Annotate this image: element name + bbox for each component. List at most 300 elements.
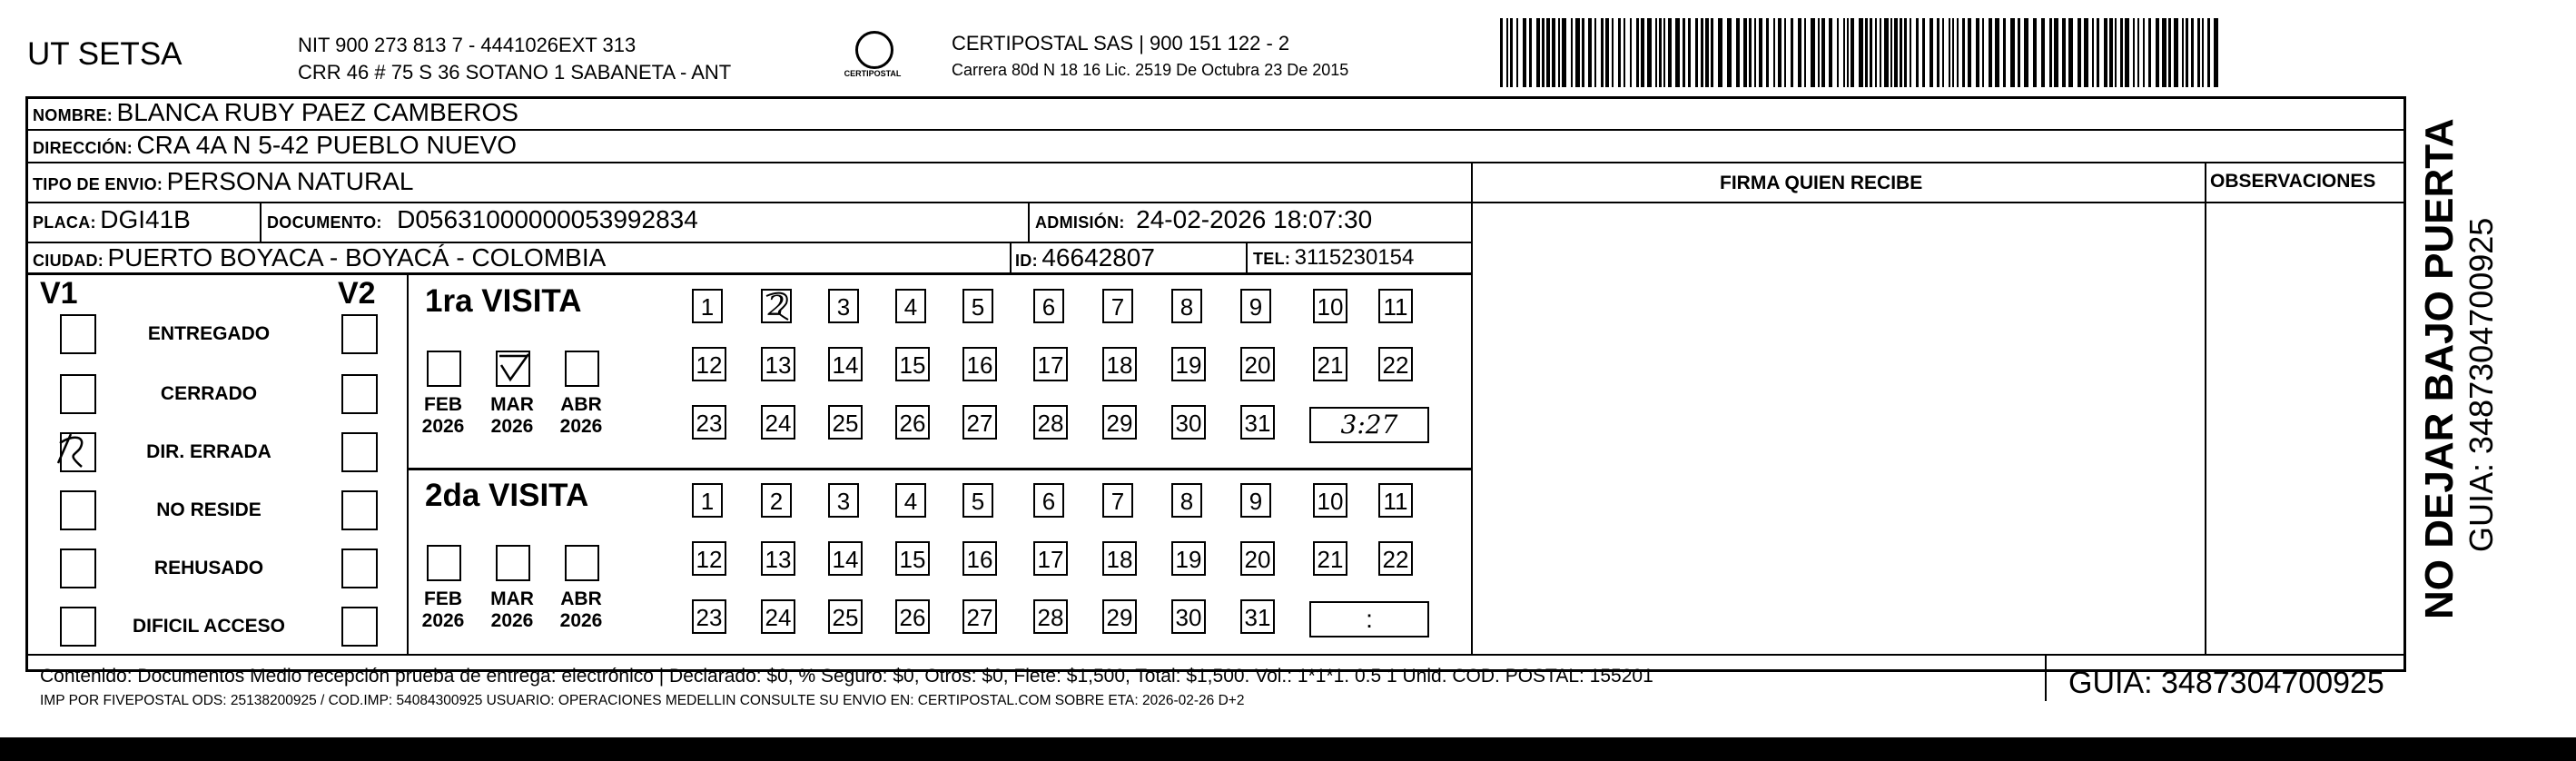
day-box[interactable] xyxy=(1378,541,1413,576)
barcode-bar xyxy=(1900,18,1902,87)
barcode-bar xyxy=(1859,18,1863,87)
day-box[interactable] xyxy=(1033,289,1064,323)
barcode-bar xyxy=(2168,18,2171,87)
barcode-bar xyxy=(1890,18,1892,87)
barcode-bar xyxy=(1701,18,1703,87)
barcode-bar xyxy=(2049,18,2052,87)
day-number: 18 xyxy=(1106,351,1133,379)
barcode-bar xyxy=(1675,18,1680,87)
day-number: 4 xyxy=(903,293,918,321)
month-name: FEB xyxy=(424,394,462,415)
v1-checkbox[interactable] xyxy=(60,549,96,588)
barcode-bar xyxy=(1804,18,1806,87)
id-label: ID: xyxy=(1015,252,1038,270)
barcode-bar xyxy=(1552,18,1555,87)
check-mark-icon xyxy=(496,351,530,387)
month-checkbox[interactable] xyxy=(427,351,461,387)
day-number: 18 xyxy=(1106,546,1133,573)
v2-header: V2 xyxy=(338,276,376,311)
status-label: NO RESIDE xyxy=(156,499,262,520)
col-divider xyxy=(2205,162,2206,654)
tipo-row xyxy=(33,167,413,196)
barcode-bar xyxy=(1647,18,1652,87)
barcode-bar xyxy=(2054,18,2058,87)
barcode-bar xyxy=(2109,18,2113,87)
barcode-bar xyxy=(2068,18,2073,87)
barcode-bar xyxy=(1601,18,1604,87)
day-number: 24 xyxy=(765,410,792,437)
barcode-bar xyxy=(1791,18,1793,87)
day-box[interactable] xyxy=(895,483,926,518)
barcode-bar xyxy=(1655,18,1657,87)
day-box[interactable] xyxy=(692,289,723,323)
certipostal-info xyxy=(952,32,1348,80)
barcode-bar xyxy=(1542,18,1545,87)
day-box[interactable] xyxy=(1171,289,1202,323)
day-number: 10 xyxy=(1317,293,1344,321)
barcode-bar xyxy=(1506,18,1508,87)
barcode-bar xyxy=(2078,18,2081,87)
month-label xyxy=(416,394,470,438)
day-number: 2 xyxy=(769,488,784,515)
barcode-bar xyxy=(2191,18,2194,87)
day-number: 19 xyxy=(1175,546,1202,573)
day-number: 21 xyxy=(1317,351,1344,379)
row-divider xyxy=(25,272,1471,275)
day-box[interactable] xyxy=(828,289,859,323)
barcode-bar xyxy=(1588,18,1592,87)
nombre-value: BLANCA RUBY PAEZ CAMBEROS xyxy=(116,98,518,126)
day-box[interactable] xyxy=(761,599,795,634)
placa-row xyxy=(33,205,191,234)
barcode-bar xyxy=(1962,18,1965,87)
day-number: 5 xyxy=(971,293,985,321)
day-box[interactable] xyxy=(1240,599,1275,634)
certipostal-nit: CERTIPOSTAL SAS | 900 151 122 - 2 xyxy=(952,32,1290,54)
day-box[interactable] xyxy=(1102,541,1137,576)
barcode-bar xyxy=(1558,18,1560,87)
barcode-bar xyxy=(1575,18,1580,87)
row-divider xyxy=(25,202,1471,203)
barcode-bar xyxy=(1930,18,1933,87)
barcode-bar xyxy=(1829,18,1832,87)
day-box[interactable] xyxy=(1033,483,1064,518)
day-number: 21 xyxy=(1317,546,1344,573)
month-name: MAR xyxy=(490,394,534,415)
month-checkbox[interactable] xyxy=(496,351,530,387)
day-box[interactable] xyxy=(692,405,726,440)
barcode-bar xyxy=(2120,18,2123,87)
row-divider xyxy=(25,162,2406,163)
day-box[interactable] xyxy=(1102,599,1137,634)
barcode-bar xyxy=(1536,18,1540,87)
visit-title: 1ra VISITA xyxy=(425,283,582,319)
v1-checkbox[interactable] xyxy=(60,490,96,530)
barcode-bar xyxy=(1884,18,1889,87)
day-number: 17 xyxy=(1037,351,1064,379)
month-label xyxy=(485,394,539,438)
certipostal-license: Carrera 80d N 18 16 Lic. 2519 De Octubra 23 De 2015 xyxy=(952,61,1349,79)
day-number: 30 xyxy=(1175,410,1202,437)
barcode-bar xyxy=(2214,18,2218,87)
month-name: MAR xyxy=(490,588,534,609)
barcode-bar xyxy=(1949,18,1950,87)
day-box[interactable] xyxy=(962,405,997,440)
day-number: 11 xyxy=(1383,293,1408,321)
documento-label: DOCUMENTO: xyxy=(267,213,382,232)
barcode-bar xyxy=(2084,18,2088,87)
barcode-bar xyxy=(1695,18,1698,87)
day-number: 16 xyxy=(966,546,993,573)
day-number: 1 xyxy=(700,293,715,321)
day-number: 5 xyxy=(971,488,985,515)
month-label xyxy=(416,588,470,632)
month-year: 2026 xyxy=(490,610,534,631)
day-box[interactable] xyxy=(1171,405,1206,440)
day-box[interactable] xyxy=(1033,599,1068,634)
placa-value: DGI41B xyxy=(100,205,191,233)
barcode-bar xyxy=(1759,18,1762,87)
day-number: 20 xyxy=(1244,351,1271,379)
day-box[interactable] xyxy=(1313,541,1347,576)
day-box[interactable] xyxy=(1378,347,1413,381)
no-dejar-notice: NO DEJAR BAJO PUERTA xyxy=(2417,118,2462,619)
barcode-bar xyxy=(1636,18,1639,87)
tipo-value: PERSONA NATURAL xyxy=(166,167,414,195)
tipo-label: TIPO DE ENVIO: xyxy=(33,175,163,193)
barcode-bar xyxy=(1562,18,1566,87)
barcode-bar xyxy=(1982,18,1984,87)
guia-number: GUIA: 3487304700925 xyxy=(2068,666,2384,700)
v2-checkbox[interactable] xyxy=(341,607,378,647)
day-box[interactable] xyxy=(1313,289,1347,323)
hour-box[interactable]: : xyxy=(1309,601,1429,637)
check-mark-icon xyxy=(51,427,105,472)
day-box[interactable] xyxy=(962,347,997,381)
day-box[interactable] xyxy=(1240,289,1271,323)
month-name: ABR xyxy=(560,394,602,415)
day-box[interactable] xyxy=(761,483,792,518)
v2-checkbox[interactable] xyxy=(341,490,378,530)
cell-divider xyxy=(1246,242,1248,272)
barcode-bar xyxy=(2202,18,2204,87)
barcode-bar xyxy=(2133,18,2135,87)
signature-header-line xyxy=(1471,202,2406,203)
barcode-bar xyxy=(2024,18,2028,87)
v1-checkbox[interactable] xyxy=(60,374,96,414)
scribble-icon xyxy=(761,289,797,325)
barcode-bar xyxy=(1516,18,1518,87)
hour-box[interactable]: 3:27 xyxy=(1309,407,1429,443)
barcode-bar xyxy=(1727,18,1732,87)
month-year: 2026 xyxy=(490,416,534,437)
month-checkbox[interactable] xyxy=(427,545,461,581)
address-line: CRR 46 # 75 S 36 SOTANO 1 SABANETA - ANT xyxy=(298,61,732,84)
day-box[interactable] xyxy=(761,289,792,323)
day-number: 9 xyxy=(1249,488,1263,515)
documento-row xyxy=(267,205,698,234)
barcode-bar xyxy=(1870,18,1872,87)
barcode-bar xyxy=(2197,18,2200,87)
day-box[interactable] xyxy=(692,541,726,576)
day-box[interactable] xyxy=(1378,483,1413,518)
barcode-bar xyxy=(1773,18,1775,87)
barcode-bar xyxy=(1798,18,1801,87)
barcode-bar xyxy=(2104,18,2107,87)
certipostal-logo xyxy=(834,31,912,85)
day-box[interactable] xyxy=(828,541,863,576)
barcode-bar xyxy=(1612,18,1614,87)
day-box[interactable] xyxy=(895,599,930,634)
barcode-bar xyxy=(1510,18,1513,87)
contents-line: Contenido: Documentos Medio recepción prueba de entrega: electrónico | Declarado: $0, % Seguro: $0, Otros: $0, Flete: $1,500, Total: $1,500. Vol.: 1*1*1. 0.5 1 Unid. COD. POSTAL: 155201 xyxy=(40,666,1653,687)
month-name: ABR xyxy=(560,588,602,609)
barcode-bar xyxy=(1668,18,1672,87)
day-box[interactable] xyxy=(1033,347,1068,381)
barcode-bar xyxy=(1837,18,1839,87)
day-number: 8 xyxy=(1179,488,1194,515)
barcode-bar xyxy=(1630,18,1632,87)
day-number: 7 xyxy=(1110,293,1125,321)
day-box[interactable] xyxy=(1240,541,1275,576)
month-checkbox[interactable] xyxy=(565,545,599,581)
barcode-bar xyxy=(1571,18,1573,87)
day-box[interactable] xyxy=(962,483,993,518)
day-box[interactable] xyxy=(1313,347,1347,381)
cell-divider xyxy=(260,202,262,242)
barcode-bar xyxy=(1688,18,1691,87)
cell-divider xyxy=(2045,654,2047,701)
barcode-bar xyxy=(2062,18,2066,87)
barcode-bar xyxy=(1904,18,1907,87)
day-number: 22 xyxy=(1382,546,1409,573)
day-number: 27 xyxy=(966,604,993,631)
day-number: 13 xyxy=(765,351,792,379)
logo-circle-icon xyxy=(855,31,893,69)
company-name: UT SETSA xyxy=(27,36,183,72)
day-box[interactable] xyxy=(962,289,993,323)
barcode-bar xyxy=(1880,18,1881,87)
day-number: 1 xyxy=(700,488,715,515)
col-divider xyxy=(1471,162,1473,654)
logo-text: CERTIPOSTAL xyxy=(844,69,902,78)
day-number: 26 xyxy=(899,410,926,437)
v1-checkbox[interactable] xyxy=(60,314,96,354)
barcode-bar xyxy=(1989,18,1992,87)
day-box[interactable] xyxy=(692,599,726,634)
side-guia: GUIA: 3487304700925 xyxy=(2462,217,2500,552)
day-number: 28 xyxy=(1037,410,1064,437)
day-number: 11 xyxy=(1383,488,1408,515)
day-box[interactable] xyxy=(1102,289,1133,323)
day-number: 29 xyxy=(1106,604,1133,631)
day-box[interactable] xyxy=(895,289,926,323)
day-box[interactable] xyxy=(828,483,859,518)
day-number: 16 xyxy=(966,351,993,379)
barcode-bar xyxy=(2115,18,2117,87)
day-number: 15 xyxy=(899,351,926,379)
status-label: REHUSADO xyxy=(153,558,264,578)
day-number: 25 xyxy=(832,604,859,631)
barcode-bar xyxy=(2148,18,2151,87)
barcode-bar xyxy=(2182,18,2184,87)
day-box[interactable] xyxy=(1378,289,1413,323)
barcode-bar xyxy=(1865,18,1868,87)
v2-checkbox[interactable] xyxy=(341,314,378,354)
day-box[interactable] xyxy=(1102,405,1137,440)
day-box[interactable] xyxy=(761,347,795,381)
day-box[interactable] xyxy=(1171,483,1202,518)
month-year: 2026 xyxy=(559,416,603,437)
barcode-bar xyxy=(1618,18,1621,87)
status-label: DIFICIL ACCESO xyxy=(132,616,285,637)
col-divider xyxy=(407,272,409,654)
barcode-bar xyxy=(1910,18,1911,87)
v2-checkbox[interactable] xyxy=(341,432,378,472)
v1-checkbox[interactable] xyxy=(60,432,96,472)
month-checkbox[interactable] xyxy=(565,351,599,387)
barcode-bar xyxy=(1718,18,1722,87)
day-box[interactable] xyxy=(962,541,997,576)
day-number: 23 xyxy=(696,604,723,631)
day-box[interactable] xyxy=(1102,347,1137,381)
barcode-bar xyxy=(1875,18,1877,87)
day-number: 28 xyxy=(1037,604,1064,631)
day-number: 3 xyxy=(836,488,851,515)
day-number: 3 xyxy=(836,293,851,321)
status-label: DIR. ERRADA xyxy=(146,441,271,462)
day-number: 6 xyxy=(1041,293,1056,321)
barcode-bar xyxy=(1818,18,1820,87)
barcode-bar xyxy=(2092,18,2094,87)
ciudad-value: PUERTO BOYACA - BOYACÁ - COLOMBIA xyxy=(107,243,607,272)
barcode-bar xyxy=(2018,18,2020,87)
day-box[interactable] xyxy=(761,541,795,576)
nit-line: NIT 900 273 813 7 - 4441026EXT 313 xyxy=(298,34,637,56)
barcode-bar xyxy=(1711,18,1713,87)
barcode-icon xyxy=(1500,18,2223,87)
day-box[interactable] xyxy=(1171,347,1206,381)
tel-row xyxy=(1253,245,1414,271)
barcode-bar xyxy=(1659,18,1662,87)
day-box[interactable] xyxy=(1171,541,1206,576)
day-box[interactable] xyxy=(1033,405,1068,440)
day-number: 20 xyxy=(1244,546,1271,573)
barcode-bar xyxy=(1754,18,1756,87)
footer-divider xyxy=(25,654,2406,656)
day-box[interactable] xyxy=(828,599,863,634)
v2-checkbox[interactable] xyxy=(341,549,378,588)
day-box[interactable] xyxy=(1240,405,1275,440)
barcode-bar xyxy=(1968,18,1971,87)
barcode-bar xyxy=(1784,18,1786,87)
day-box[interactable] xyxy=(895,405,930,440)
barcode-bar xyxy=(1766,18,1769,87)
day-box[interactable] xyxy=(1313,483,1347,518)
barcode-bar xyxy=(2010,18,2015,87)
day-box[interactable] xyxy=(1171,599,1206,634)
day-box[interactable] xyxy=(692,483,723,518)
admision-value: 24-02-2026 18:07:30 xyxy=(1136,205,1373,233)
day-number: 12 xyxy=(696,546,723,573)
day-box[interactable] xyxy=(1240,483,1271,518)
barcode-bar xyxy=(1500,18,1503,87)
v1-checkbox[interactable] xyxy=(60,607,96,647)
v2-checkbox[interactable] xyxy=(341,374,378,414)
day-box[interactable] xyxy=(828,405,863,440)
barcode-bar xyxy=(2003,18,2006,87)
day-box[interactable] xyxy=(1102,483,1133,518)
day-number: 19 xyxy=(1175,351,1202,379)
day-box[interactable] xyxy=(895,347,930,381)
day-box[interactable] xyxy=(1240,347,1275,381)
day-number: 25 xyxy=(832,410,859,437)
cell-divider xyxy=(1010,242,1012,272)
day-box[interactable] xyxy=(1033,541,1068,576)
barcode-bar xyxy=(1705,18,1709,87)
barcode-bar xyxy=(1851,18,1854,87)
admision-label: ADMISIÓN: xyxy=(1035,213,1125,232)
day-number: 17 xyxy=(1037,546,1064,573)
day-number: 31 xyxy=(1244,410,1271,437)
day-box[interactable] xyxy=(962,599,997,634)
day-number: 2 xyxy=(767,291,785,322)
barcode-bar xyxy=(1605,18,1609,87)
barcode-bar xyxy=(2125,18,2129,87)
barcode-bar xyxy=(1523,18,1526,87)
barcode-bar xyxy=(2174,18,2178,87)
barcode-bar xyxy=(2041,18,2045,87)
day-number: 13 xyxy=(765,546,792,573)
day-box[interactable] xyxy=(895,541,930,576)
placa-label: PLACA: xyxy=(33,213,96,232)
barcode-bar xyxy=(2033,18,2037,87)
barcode-bar xyxy=(1843,18,1845,87)
day-box[interactable] xyxy=(761,405,795,440)
cell-divider xyxy=(1028,202,1030,242)
barcode-bar xyxy=(2186,18,2188,87)
ciudad-row xyxy=(33,243,606,272)
print-info-line: IMP POR FIVEPOSTAL ODS: 25138200925 / COD.IMP: 54084300925 USUARIO: OPERACIONES MEDELLIN CONSULTE SU ENVIO EN: CERTIPOSTAL.COM SOBRE ETA: 2026-02-26 D+2 xyxy=(40,693,1245,708)
id-row xyxy=(1015,243,1155,272)
day-box[interactable] xyxy=(828,347,863,381)
month-year: 2026 xyxy=(559,610,603,631)
barcode-bar xyxy=(1582,18,1584,87)
month-checkbox[interactable] xyxy=(496,545,530,581)
bottom-edge xyxy=(0,737,2576,761)
documento-value: D05631000000053992834 xyxy=(397,205,698,233)
day-number: 14 xyxy=(832,546,859,573)
barcode-bar xyxy=(1736,18,1740,87)
month-name: FEB xyxy=(424,588,462,609)
barcode-bar xyxy=(1778,18,1781,87)
barcode-bar xyxy=(1916,18,1919,87)
status-label: ENTREGADO xyxy=(147,323,271,344)
direccion-row xyxy=(33,131,517,160)
visit-title: 2da VISITA xyxy=(425,478,589,513)
barcode-bar xyxy=(1749,18,1752,87)
barcode-bar xyxy=(1942,18,1944,87)
barcode-bar xyxy=(1624,18,1625,87)
day-box[interactable] xyxy=(692,347,726,381)
barcode-bar xyxy=(1663,18,1665,87)
tel-value: 3115230154 xyxy=(1294,245,1415,270)
barcode-bar xyxy=(1894,18,1898,87)
month-label xyxy=(485,588,539,632)
day-number: 10 xyxy=(1317,488,1344,515)
day-number: 29 xyxy=(1106,410,1133,437)
barcode-bar xyxy=(2207,18,2210,87)
